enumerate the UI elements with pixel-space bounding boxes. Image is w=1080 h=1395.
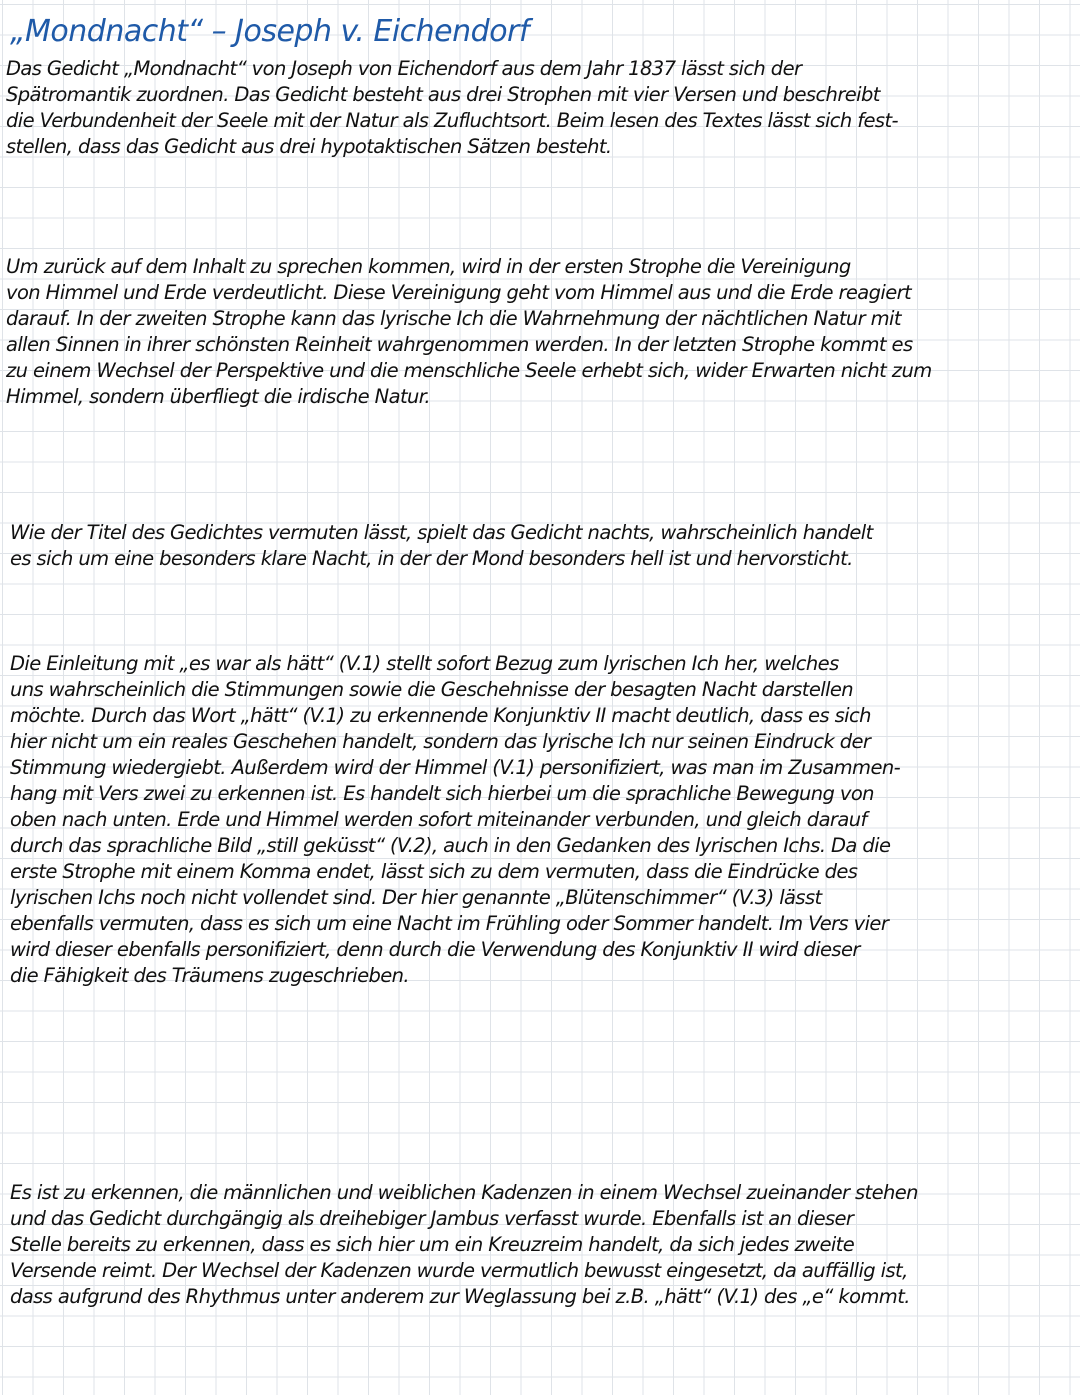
text-line: die Verbundenheit der Seele mit der Natur als Zufluchtsort. Beim lesen des Textes lässt sich fest-: [6, 109, 898, 132]
text-line: Es ist zu erkennen, die männlichen und weiblichen Kadenzen in einem Wechsel zueinander stehen: [10, 1181, 918, 1204]
paragraph-content-summary: [6, 254, 1072, 410]
text-line: Das Gedicht „Mondnacht“ von Joseph von Eichendorf aus dem Jahr 1837 lässt sich der: [6, 57, 802, 80]
text-line: ebenfalls vermuten, dass es sich um eine Nacht im Frühling oder Sommer handelt. Im Vers vier: [10, 912, 889, 935]
text-line: stellen, dass das Gedicht aus drei hypotaktischen Sätzen besteht.: [6, 135, 612, 158]
text-line: die Fähigkeit des Träumens zugeschrieben.: [10, 964, 410, 987]
text-line: Spätromantik zuordnen. Das Gedicht besteht aus drei Strophen mit vier Versen und beschreibt: [6, 83, 880, 106]
text-line: dass aufgrund des Rhythmus unter anderem zur Weglassung bei z.B. „hätt“ (V.1) des „e“ kommt.: [10, 1285, 910, 1308]
text-line: erste Strophe mit einem Komma endet, lässt sich zu dem vermuten, dass die Eindrücke des: [10, 860, 858, 883]
note-title: „Mondnacht“ – Joseph v. Eichendorf: [10, 14, 529, 49]
text-line: Die Einleitung mit „es war als hätt“ (V.1) stellt sofort Bezug zum lyrischen Ich her, welches: [10, 652, 839, 675]
text-line: hier nicht um ein reales Geschehen handelt, sondern das lyrische Ich nur seinen Eindruck der: [10, 730, 871, 753]
text-line: Versende reimt. Der Wechsel der Kadenzen wurde vermutlich bewusst eingesetzt, da auffällig ist,: [10, 1259, 908, 1282]
text-line: hang mit Vers zwei zu erkennen ist. Es handelt sich hierbei um die sprachliche Bewegung von: [10, 782, 874, 805]
text-line: darauf. In der zweiten Strophe kann das lyrische Ich die Wahrnehmung der nächtlichen Natur mit: [6, 307, 901, 330]
paragraph-introduction: [6, 56, 1066, 160]
text-line: wird dieser ebenfalls personifiziert, denn durch die Verwendung des Konjunktiv II wird dieser: [10, 938, 860, 961]
paragraph-meter-analysis: [10, 1180, 1070, 1310]
text-line: und das Gedicht durchgängig als dreihebiger Jambus verfasst wurde. Ebenfalls ist an dieser: [10, 1207, 854, 1230]
text-line: zu einem Wechsel der Perspektive und die menschliche Seele erhebt sich, wider Erwarten nicht zum: [6, 359, 932, 382]
text-line: es sich um eine besonders klare Nacht, in der der Mond besonders hell ist und hervorsticht.: [10, 547, 853, 570]
text-line: Wie der Titel des Gedichtes vermuten lässt, spielt das Gedicht nachts, wahrscheinlich handelt: [10, 521, 873, 544]
text-line: oben nach unten. Erde und Himmel werden sofort miteinander verbunden, und gleich darauf: [10, 808, 867, 831]
text-line: durch das sprachliche Bild „still geküsst“ (V.2), auch in den Gedanken des lyrischen Ichs. Da die: [10, 834, 891, 857]
text-line: Stelle bereits zu erkennen, dass es sich hier um ein Kreuzreim handelt, da sich jedes zweite: [10, 1233, 855, 1256]
paragraph-first-stanza-analysis: [10, 651, 1070, 989]
text-line: allen Sinnen in ihrer schönsten Reinheit wahrgenommen werden. In der letzten Strophe kommt es: [6, 333, 913, 356]
text-line: von Himmel und Erde verdeutlicht. Diese Vereinigung geht vom Himmel aus und die Erde reagiert: [6, 281, 912, 304]
text-line: Um zurück auf dem Inhalt zu sprechen kommen, wird in der ersten Strophe die Vereinigung: [6, 255, 851, 278]
text-line: lyrischen Ichs noch nicht vollendet sind. Der hier genannte „Blütenschimmer“ (V.3) lässt: [10, 886, 822, 909]
text-line: Stimmung wiedergiebt. Außerdem wird der Himmel (V.1) personifiziert, was man im Zusammen-: [10, 756, 901, 779]
paragraph-title-interpretation: [10, 520, 1070, 572]
text-line: möchte. Durch das Wort „hätt“ (V.1) zu erkennende Konjunktiv II macht deutlich, dass es sich: [10, 704, 871, 727]
text-line: Himmel, sondern überfliegt die irdische Natur.: [6, 385, 430, 408]
text-line: uns wahrscheinlich die Stimmungen sowie die Geschehnisse der besagten Nacht darstellen: [10, 678, 854, 701]
